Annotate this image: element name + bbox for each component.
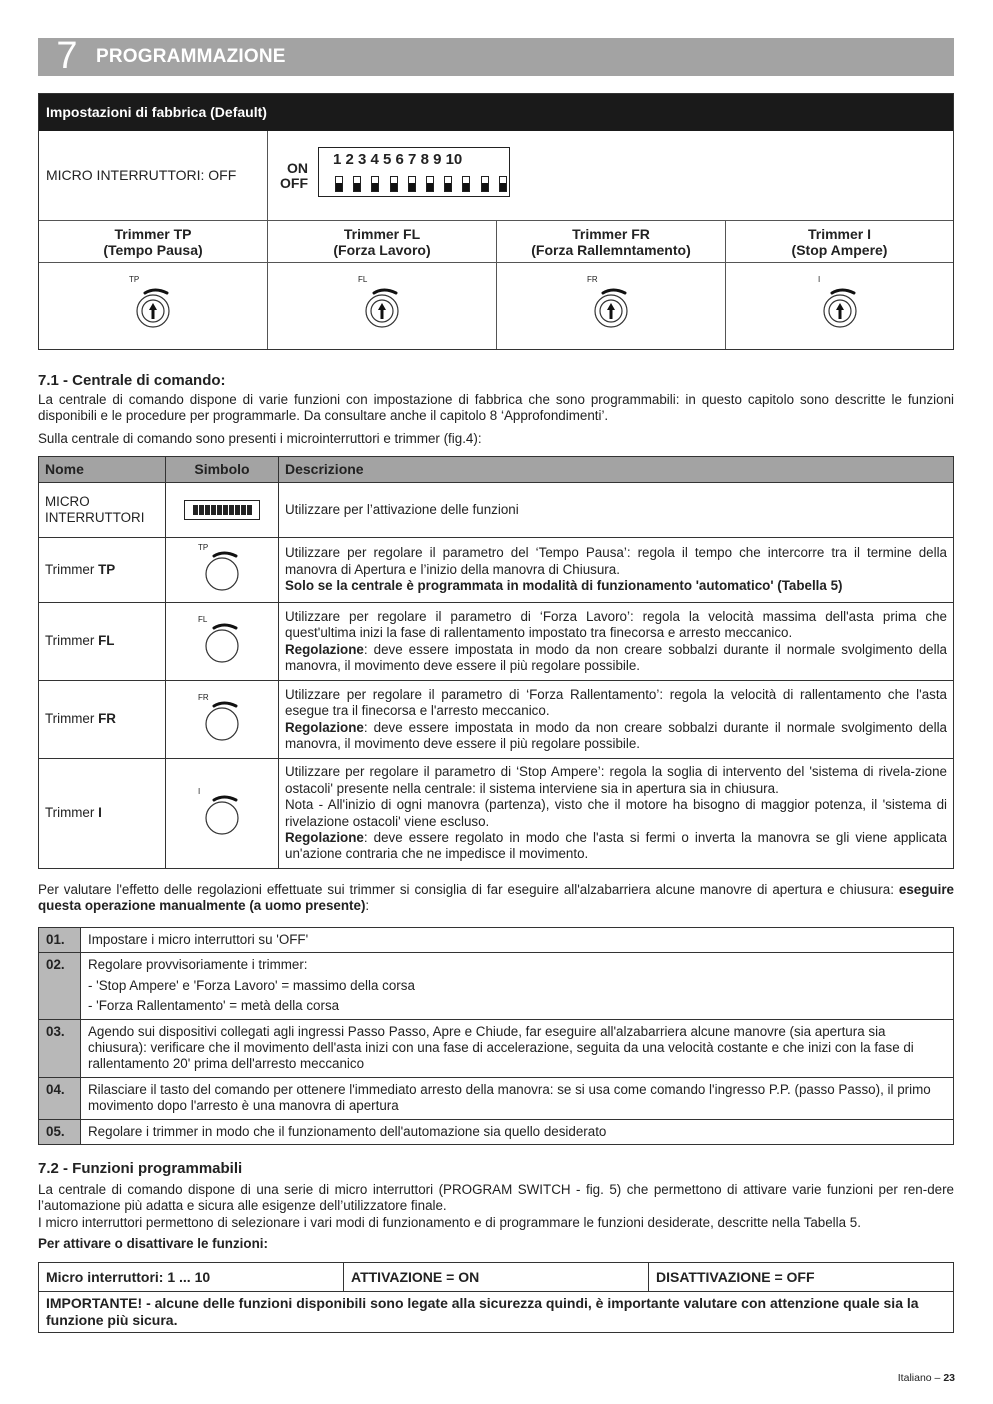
dip-switch-lever bbox=[390, 176, 398, 192]
factory-defaults-header: Impostazioni di fabbrica (Default) bbox=[39, 94, 953, 131]
dip-switch-lever bbox=[499, 176, 507, 192]
trimmer-header-i bbox=[726, 221, 953, 262]
table-row bbox=[39, 603, 954, 681]
trimmer-cell-i bbox=[726, 263, 953, 349]
step-number: 02. bbox=[39, 953, 81, 1019]
description-text: Utilizzare per regolare il parametro del ‘Tempo Pausa’: regola il tempo che intercorre tra il termine della manovra di Apertura e l’inizio della manovra di Chiusura. bbox=[285, 545, 947, 577]
section-7-1-paragraph-2: Sulla centrale di comando sono presenti i microinterruttori e trimmer (fig.4): bbox=[38, 431, 482, 446]
trimmer-sub: (Tempo Pausa) bbox=[103, 241, 203, 258]
table-row bbox=[39, 1263, 954, 1292]
trimmer-knob-icon bbox=[198, 614, 244, 664]
regolazione-label: Regolazione bbox=[285, 719, 364, 735]
step-line: Rilasciare il tasto del comando per ottenere l'immediato arresto della manovra: se si usa come comando l'ingresso P.P. (passo Passo), il primo movimento dopo l'arresto è una manovra di apertura bbox=[88, 1081, 931, 1114]
trimmer-knob-icon bbox=[131, 285, 175, 329]
trimmer-knob-icon bbox=[818, 285, 862, 329]
row-name-prefix: Trimmer bbox=[45, 805, 99, 821]
description-text: Utilizzare per regolare il parametro di ‘Forza Rallentamento’: regola la velocità di rallentamento che l'asta esegue tra il finecorsa e l'arresto meccanico. bbox=[285, 686, 947, 719]
regolazione-text: : deve essere impostata in modo da non creare sobbalzi durante il normale svolgimento della manovra, il movimento deve essere il più regolare possibile. bbox=[285, 641, 947, 673]
dip-switch-lever bbox=[426, 176, 434, 192]
step-row bbox=[39, 953, 954, 1019]
trimmer-name: Trimmer FR bbox=[572, 225, 650, 242]
dip-switch-lever bbox=[408, 176, 416, 192]
trimmer-cell-fr bbox=[497, 263, 726, 349]
description-bold: Solo se la centrale è programmata in modalità di funzionamento 'automatico' (Tabella 5) bbox=[285, 578, 843, 594]
chapter-number: 7 bbox=[56, 35, 78, 77]
section-7-2-paragraph-2: I micro interruttori permettono di selezionare i vari modi di funzionamento e di programmare le funzioni desiderate, descritte nella Tabella 5. bbox=[38, 1215, 861, 1230]
row-description: Utilizzare per l’attivazione delle funzioni bbox=[279, 483, 954, 538]
step-row bbox=[39, 1019, 954, 1077]
row-symbol bbox=[166, 538, 279, 603]
row-name-bold: I bbox=[98, 805, 102, 821]
knob-label: FR bbox=[198, 692, 209, 702]
dip-switch-lever bbox=[335, 176, 343, 192]
row-name: MICRO INTERRUTTORI bbox=[39, 483, 166, 538]
step-text bbox=[81, 1019, 954, 1077]
chapter-header bbox=[38, 35, 954, 77]
trimmer-image-row bbox=[39, 263, 953, 349]
factory-defaults-table bbox=[38, 93, 954, 350]
description-text: Utilizzare per regolare il parametro di ‘Stop Ampere’: regola la soglia di intervento del 'sistema di rivela-zione ostacoli' presente nella centrale: il sistema interviene sia in apertura sia in chiusura. bbox=[285, 764, 947, 796]
trimmer-knob-icon bbox=[360, 285, 404, 329]
controls-description-table bbox=[38, 456, 954, 869]
description-note: Nota - All'inizio di ogni manovra (partenza), visto che il motore ha bisogno di maggior potenza, il 'sistema di rivelazione ostacoli' viene escluso. bbox=[285, 797, 947, 829]
trimmer-sub: (Stop Ampere) bbox=[791, 241, 888, 258]
step-number: 03. bbox=[39, 1019, 81, 1077]
chapter-title: PROGRAMMAZIONE bbox=[96, 45, 286, 67]
dip-switch-lever bbox=[223, 505, 228, 515]
row-name bbox=[39, 759, 166, 869]
table-row bbox=[39, 681, 954, 759]
knob-label: FL bbox=[358, 275, 368, 284]
knob-label: FL bbox=[198, 614, 208, 624]
trimmer-sub: (Forza Rallemntamento) bbox=[531, 241, 691, 258]
table-header-row bbox=[39, 457, 954, 483]
trimmer-cell-tp bbox=[39, 263, 268, 349]
dip-switch-diagram bbox=[268, 131, 953, 220]
row-description bbox=[279, 681, 954, 759]
switch-range-cell: Micro interruttori: 1 ... 10 bbox=[39, 1263, 344, 1292]
trimmer-sub: (Forza Lavoro) bbox=[333, 241, 431, 258]
row-description bbox=[279, 538, 954, 603]
knob-label: FR bbox=[587, 275, 598, 284]
description-text: Utilizzare per regolare il parametro di ‘Forza Lavoro’: regola la velocità massima dell'asta prima che quest'ultima inizi la fase di rallentamento impostato tra finecorsa e arresto meccanico. bbox=[285, 608, 947, 641]
table-row bbox=[39, 1292, 954, 1333]
row-name-prefix: Trimmer bbox=[45, 633, 99, 649]
col-simbolo: Simbolo bbox=[166, 457, 279, 483]
row-description bbox=[279, 603, 954, 681]
evaluation-bold: eseguire questa operazione manualmente (a uomo presente) bbox=[38, 882, 954, 914]
evaluation-text: Per valutare l'effetto delle regolazioni effettuate sui trimmer si consiglia di far eseguire all'alzabarriera alcune manovre di apertura e chiusura: bbox=[38, 882, 899, 897]
dip-switch-lever bbox=[229, 505, 234, 515]
evaluation-tail: : bbox=[365, 898, 370, 914]
trimmer-header-fl bbox=[268, 221, 497, 262]
section-7-1-paragraph-1: La centrale di comando dispone di varie funzioni con impostazione di fabbrica che sono programmabili: in questo capitolo sono descritte le funzioni disponibili e le procedure per programmarle. Da consultare anche il capitolo 8 ‘Approfondimenti’. bbox=[38, 392, 954, 424]
dip-switch-lever bbox=[211, 505, 216, 515]
row-symbol bbox=[166, 681, 279, 759]
dip-switch-lever bbox=[193, 505, 198, 515]
trimmer-header-fr bbox=[497, 221, 726, 262]
trimmer-header-tp bbox=[39, 221, 268, 262]
dip-switch-lever bbox=[247, 505, 252, 515]
step-line: Agendo sui dispositivi collegati agli ingressi Passo Passo, Apre e Chiude, far eseguire all'alzabarriera alcune manovre (sia apertura sia chiusura): verificare che il movimento dell'asta inizi con una fase di accelerazione, seguita da una velocità costante e che inizi con la fase di rallentamento 20' prima dell'arresto meccanico bbox=[88, 1023, 914, 1072]
activation-cell: ATTIVAZIONE = ON bbox=[344, 1263, 649, 1292]
row-symbol bbox=[166, 603, 279, 681]
table-row bbox=[39, 483, 954, 538]
regolazione-text: : deve essere regolato in modo che l'asta si fermi o inverta la manovra se gli viene applicata un'azione contraria che ne impedisce il movimento. bbox=[285, 829, 947, 862]
step-line: - 'Stop Ampere' e 'Forza Lavoro' = massimo della corsa bbox=[88, 977, 415, 993]
row-symbol bbox=[166, 759, 279, 869]
trimmer-knob-icon bbox=[198, 692, 244, 742]
micro-switch-label: MICRO INTERRUTTORI: OFF bbox=[39, 131, 268, 220]
row-symbol bbox=[166, 483, 279, 538]
knob-label: I bbox=[198, 786, 201, 796]
trimmer-name: Trimmer TP bbox=[114, 225, 192, 242]
dip-switch-numbers: 1 2 3 4 5 6 7 8 9 10 bbox=[333, 151, 463, 168]
col-nome: Nome bbox=[39, 457, 166, 483]
step-number: 05. bbox=[39, 1119, 81, 1144]
regolazione-text: : deve essere impostata in modo da non creare sobbalzi durante il normale svolgimento della manovra, il movimento deve essere il più regolare possibile. bbox=[285, 719, 947, 751]
step-row bbox=[39, 928, 954, 953]
row-description bbox=[279, 759, 954, 869]
row-name-prefix: Trimmer bbox=[45, 561, 99, 577]
dip-switch-lever bbox=[444, 176, 452, 192]
on-label: ON bbox=[287, 160, 308, 176]
trimmer-knob-icon bbox=[198, 786, 244, 836]
knob-label: I bbox=[818, 275, 821, 284]
dip-switch-lever bbox=[217, 505, 222, 515]
row-name-bold: TP bbox=[98, 561, 116, 577]
step-text bbox=[81, 953, 954, 1019]
col-descrizione: Descrizione bbox=[279, 457, 954, 483]
evaluation-paragraph bbox=[38, 882, 954, 915]
step-text bbox=[81, 928, 954, 953]
table-row bbox=[39, 538, 954, 603]
section-7-2-paragraph-3: Per attivare o disattivare le funzioni: bbox=[38, 1236, 268, 1251]
dip-switch-box bbox=[318, 147, 510, 197]
page-footer bbox=[898, 1372, 955, 1386]
footer-language: Italiano – bbox=[897, 1372, 944, 1384]
dip-switch-lever bbox=[241, 505, 246, 515]
section-7-2-paragraph-1: La centrale di comando dispone di una serie di micro interruttori (PROGRAM SWITCH - fig. 5) che permettono di attivare varie funzioni per ren-dere l’automazione più adatta e sicura alle esigenze dell’utilizzatore finale. bbox=[38, 1182, 954, 1214]
knob-label: TP bbox=[198, 543, 209, 552]
micro-switch-row bbox=[39, 131, 953, 221]
row-name-prefix: Trimmer bbox=[45, 711, 99, 727]
on-off-labels bbox=[280, 161, 308, 191]
step-number: 04. bbox=[39, 1077, 81, 1119]
trimmer-name: Trimmer I bbox=[807, 225, 872, 242]
page-number: 23 bbox=[943, 1372, 955, 1384]
step-line: Regolare i trimmer in modo che il funzionamento dell'automazione sia quello desiderato bbox=[88, 1123, 607, 1139]
section-7-1-title: 7.1 - Centrale di comando: bbox=[38, 372, 226, 389]
step-text bbox=[81, 1077, 954, 1119]
off-label: OFF bbox=[280, 175, 308, 191]
row-name bbox=[39, 538, 166, 603]
switch-activation-table bbox=[38, 1262, 954, 1333]
dip-switch-icon bbox=[184, 500, 260, 520]
dip-switch-lever bbox=[481, 176, 489, 192]
step-line: Impostare i micro interruttori su 'OFF' bbox=[88, 932, 309, 947]
step-line: - 'Forza Rallentamento' = metà della corsa bbox=[88, 998, 340, 1014]
step-text bbox=[81, 1119, 954, 1144]
table-row bbox=[39, 759, 954, 869]
row-name-bold: FR bbox=[98, 711, 116, 727]
regolazione-label: Regolazione bbox=[285, 641, 364, 657]
knob-label: TP bbox=[129, 275, 140, 284]
row-name bbox=[39, 681, 166, 759]
trimmer-header-row bbox=[39, 221, 953, 263]
procedure-steps-table bbox=[38, 927, 954, 1145]
row-name-bold: FL bbox=[98, 633, 115, 649]
trimmer-knob-icon bbox=[198, 543, 244, 592]
step-row bbox=[39, 1077, 954, 1119]
step-row bbox=[39, 1119, 954, 1144]
section-7-2-title: 7.2 - Funzioni programmabili bbox=[38, 1160, 243, 1177]
dip-switch-lever bbox=[205, 505, 210, 515]
dip-switch-lever bbox=[235, 505, 240, 515]
dip-switch-lever bbox=[199, 505, 204, 515]
trimmer-knob-icon bbox=[589, 285, 633, 329]
important-note: IMPORTANTE! - alcune delle funzioni disponibili sono legate alla sicurezza quindi, è importante valutare con attenzione quale sia la funzione più sicura. bbox=[39, 1292, 954, 1333]
dip-switch-lever bbox=[353, 176, 361, 192]
row-name bbox=[39, 603, 166, 681]
step-number: 01. bbox=[39, 928, 81, 953]
regolazione-label: Regolazione bbox=[285, 829, 364, 845]
step-line: Regolare provvisoriamente i trimmer: bbox=[88, 957, 308, 973]
trimmer-name: Trimmer FL bbox=[343, 225, 421, 242]
trimmer-cell-fl bbox=[268, 263, 497, 349]
deactivation-cell: DISATTIVAZIONE = OFF bbox=[649, 1263, 954, 1292]
dip-switch-lever bbox=[371, 176, 379, 192]
dip-switch-lever bbox=[462, 176, 470, 192]
